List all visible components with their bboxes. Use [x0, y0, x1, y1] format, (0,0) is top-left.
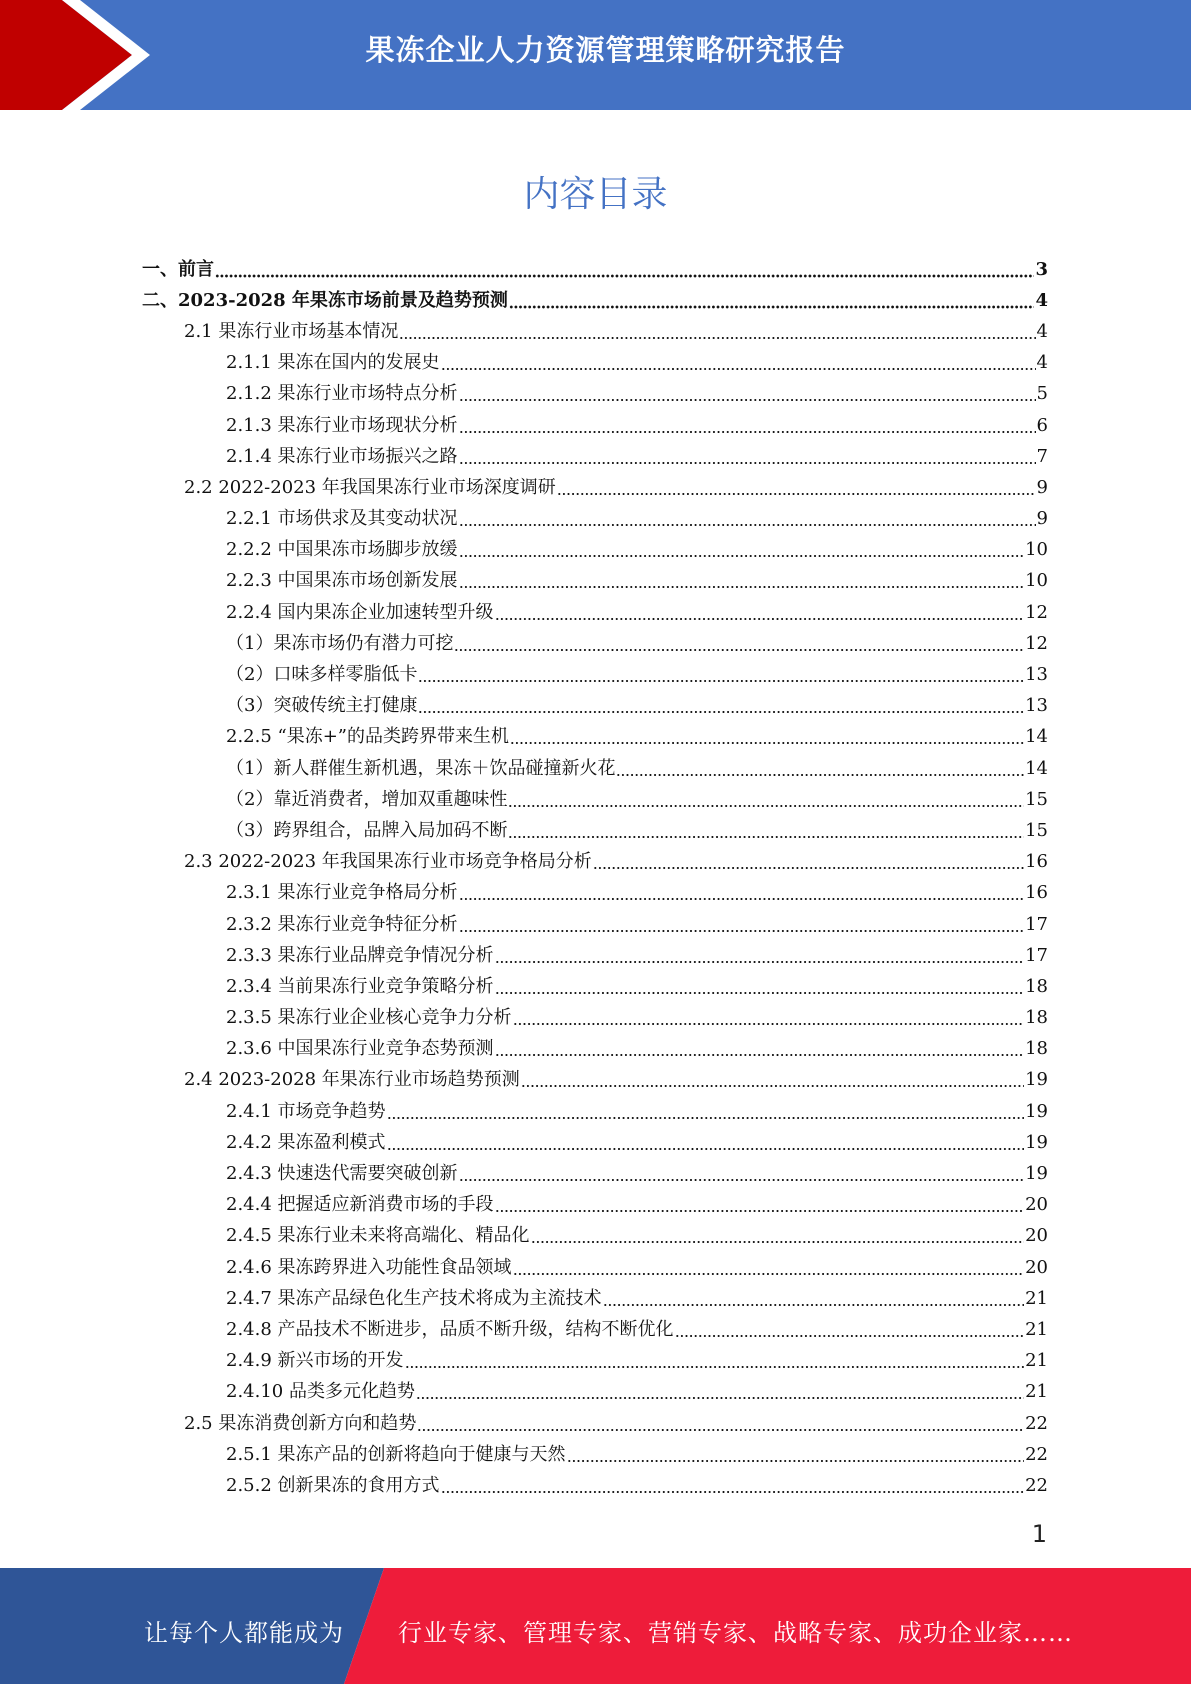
toc-entry[interactable]: [142, 1283, 1048, 1314]
toc-entry-label: 2.5.2 创新果冻的食用方式: [226, 1474, 440, 1496]
toc-entry-label: 2.3.2 果冻行业竞争特征分析: [226, 913, 458, 935]
toc-entry-page: 15: [1025, 788, 1048, 810]
toc-entry-label: 2.3.6 中国果冻行业竞争态势预测: [226, 1038, 494, 1060]
toc-entry[interactable]: [142, 285, 1048, 316]
toc-entry-page: 5: [1036, 383, 1048, 405]
toc-entry-page: 18: [1025, 975, 1048, 997]
toc-entry-page: 19: [1025, 1163, 1048, 1185]
toc-entry[interactable]: [142, 909, 1048, 940]
toc-dot-leader: [509, 305, 1035, 309]
toc-entry-label: 2.1.3 果冻行业市场现状分析: [226, 414, 458, 436]
toc-dot-leader: [418, 710, 1024, 714]
toc-dot-leader: [521, 1084, 1024, 1088]
toc-dot-leader: [495, 960, 1025, 964]
toc-entry-label: 2.4.4 把握适应新消费市场的手段: [226, 1194, 494, 1216]
toc-entry-page: 17: [1025, 913, 1048, 935]
toc-entry-page: 4: [1036, 352, 1048, 374]
toc-dot-leader: [418, 679, 1024, 683]
toc-entry-page: 20: [1025, 1225, 1048, 1247]
toc-entry-label: 一、前言: [142, 258, 214, 280]
toc-entry[interactable]: [142, 1065, 1048, 1096]
toc-entry-page: 21: [1025, 1381, 1048, 1403]
toc-entry[interactable]: [142, 535, 1048, 566]
toc-entry-label: （2）口味多样零脂低卡: [226, 664, 418, 686]
toc-entry-page: 20: [1025, 1194, 1048, 1216]
toc-dot-leader: [459, 398, 1036, 402]
toc-entry-page: 15: [1025, 819, 1048, 841]
toc-entry-page: 21: [1025, 1318, 1048, 1340]
toc-entry-label: 2.2.5 “果冻+”的品类跨界带来生机: [226, 726, 510, 748]
toc-dot-leader: [416, 1396, 1024, 1400]
toc-dot-leader: [495, 1209, 1025, 1213]
toc-dot-leader: [459, 585, 1025, 589]
toc-entry[interactable]: [142, 1314, 1048, 1345]
toc-entry-label: 2.5.1 果冻产品的创新将趋向于健康与天然: [226, 1443, 566, 1465]
toc-dot-leader: [510, 741, 1024, 745]
toc-entry[interactable]: [142, 1158, 1048, 1189]
toc-dot-leader: [495, 991, 1025, 995]
toc-entry[interactable]: [142, 1190, 1048, 1221]
page-number: 1: [1031, 1520, 1047, 1548]
toc-entry-label: 2.2.3 中国果冻市场创新发展: [226, 570, 458, 592]
toc-entry-label: 2.1.1 果冻在国内的发展史: [226, 352, 440, 374]
toc-dot-leader: [459, 897, 1025, 901]
toc-entry[interactable]: [142, 1346, 1048, 1377]
toc-entry-label: 2.2.4 国内果冻企业加速转型升级: [226, 601, 494, 623]
toc-entry-page: 10: [1025, 570, 1048, 592]
toc-entry-label: 2.4.2 果冻盈利模式: [226, 1131, 386, 1153]
toc-dot-leader: [567, 1459, 1025, 1463]
toc-dot-leader: [441, 367, 1036, 371]
toc-entry-page: 12: [1025, 601, 1048, 623]
toc-entry-page: 6: [1036, 414, 1048, 436]
toc-entry-label: 2.2 2022-2023 年我国果冻行业市场深度调研: [184, 476, 556, 498]
toc-entry-label: 2.4.5 果冻行业未来将高端化、精品化: [226, 1225, 530, 1247]
toc-dot-leader: [603, 1303, 1025, 1307]
toc-entry[interactable]: [142, 971, 1048, 1002]
toc-entry-page: 22: [1025, 1443, 1048, 1465]
toc-entry-page: 17: [1025, 944, 1048, 966]
toc-entry[interactable]: [142, 1221, 1048, 1252]
toc-entry[interactable]: [142, 722, 1048, 753]
toc-entry-label: 2.3.3 果冻行业品牌竞争情况分析: [226, 944, 494, 966]
toc-entry-label: （3）跨界组合，品牌入局加码不断: [226, 819, 508, 841]
toc-entry-label: 2.4.6 果冻跨界进入功能性食品领域: [226, 1256, 512, 1278]
toc-entry-label: 2.4.3 快速迭代需要突破创新: [226, 1163, 458, 1185]
toc-entry[interactable]: [142, 410, 1048, 441]
toc-entry[interactable]: [142, 379, 1048, 410]
toc-dot-leader: [459, 929, 1025, 933]
toc-dot-leader: [616, 773, 1024, 777]
toc-entry-label: （1）新人群催生新机遇，果冻＋饮品碰撞新火花: [226, 757, 616, 779]
toc-entry[interactable]: [142, 940, 1048, 971]
toc-dot-leader: [531, 1240, 1025, 1244]
toc-entry[interactable]: [142, 348, 1048, 379]
footer-slogan-right: 行业专家、管理专家、营销专家、战略专家、成功企业家……: [398, 1619, 1073, 1647]
toc-entry[interactable]: [142, 691, 1048, 722]
toc-dot-leader: [387, 1147, 1025, 1151]
toc-entry-page: 22: [1025, 1474, 1048, 1496]
toc-entry[interactable]: [142, 753, 1048, 784]
toc-entry[interactable]: [142, 1408, 1048, 1439]
toc-entry-page: 20: [1025, 1256, 1048, 1278]
toc-dot-leader: [215, 274, 1034, 278]
toc-entry-label: （3）突破传统主打健康: [226, 695, 418, 717]
toc-entry-label: 2.2.1 市场供求及其变动状况: [226, 508, 458, 530]
toc-entry[interactable]: [142, 1096, 1048, 1127]
toc-entry-page: 18: [1025, 1038, 1048, 1060]
toc-entry-page: 12: [1025, 632, 1048, 654]
toc-entry-label: （2）靠近消费者，增加双重趣味性: [226, 788, 508, 810]
table-of-contents: [142, 254, 1048, 1502]
toc-dot-leader: [513, 1022, 1025, 1026]
toc-entry[interactable]: [142, 1252, 1048, 1283]
toc-dot-leader: [454, 648, 1024, 652]
toc-entry-page: 19: [1025, 1100, 1048, 1122]
toc-entry-label: 2.4 2023-2028 年果冻行业市场趋势预测: [184, 1069, 520, 1091]
toc-entry-label: 2.4.8 产品技术不断进步，品质不断升级，结构不断优化: [226, 1318, 674, 1340]
toc-entry[interactable]: [142, 815, 1048, 846]
toc-entry-label: 2.3.5 果冻行业企业核心竞争力分析: [226, 1007, 512, 1029]
toc-dot-leader: [459, 554, 1025, 558]
toc-entry-page: 16: [1025, 882, 1048, 904]
toc-entry-page: 4: [1036, 320, 1048, 342]
toc-entry[interactable]: [142, 1439, 1048, 1470]
toc-entry-page: 14: [1025, 726, 1048, 748]
toc-dot-leader: [459, 461, 1036, 465]
toc-entry[interactable]: [142, 1034, 1048, 1065]
toc-entry[interactable]: [142, 472, 1048, 503]
toc-entry-page: 14: [1025, 757, 1048, 779]
toc-entry[interactable]: [142, 597, 1048, 628]
toc-dot-leader: [387, 1116, 1025, 1120]
toc-entry[interactable]: [142, 316, 1048, 347]
toc-dot-leader: [417, 1428, 1024, 1432]
toc-entry-page: 4: [1035, 289, 1048, 311]
toc-entry-label: 2.4.1 市场竞争趋势: [226, 1100, 386, 1122]
toc-entry-label: 2.5 果冻消费创新方向和趋势: [184, 1412, 417, 1434]
toc-entry[interactable]: [142, 254, 1048, 285]
toc-heading: 内容目录: [523, 174, 668, 215]
toc-entry-label: 2.4.7 果冻产品绿色化生产技术将成为主流技术: [226, 1287, 602, 1309]
toc-entry-page: 16: [1025, 851, 1048, 873]
toc-entry-label: 2.3 2022-2023 年我国果冻行业市场竞争格局分析: [184, 851, 592, 873]
toc-entry[interactable]: [142, 441, 1048, 472]
toc-entry-page: 21: [1025, 1287, 1048, 1309]
toc-dot-leader: [459, 523, 1036, 527]
toc-entry-page: 21: [1025, 1350, 1048, 1372]
report-title: 果冻企业人力资源管理策略研究报告: [365, 33, 846, 67]
toc-entry-label: （1）果冻市场仍有潜力可挖: [226, 632, 454, 654]
toc-entry-page: 9: [1036, 476, 1048, 498]
toc-entry[interactable]: [142, 1127, 1048, 1158]
toc-entry-page: 22: [1025, 1412, 1048, 1434]
toc-dot-leader: [459, 1178, 1025, 1182]
toc-entry[interactable]: [142, 847, 1048, 878]
toc-dot-leader: [508, 804, 1024, 808]
toc-entry-page: 19: [1025, 1131, 1048, 1153]
toc-dot-leader: [441, 1490, 1025, 1494]
toc-dot-leader: [513, 1272, 1025, 1276]
toc-dot-leader: [405, 1365, 1025, 1369]
page-footer: [0, 1568, 1191, 1684]
page-header: [0, 0, 1191, 110]
toc-entry-page: 13: [1025, 695, 1048, 717]
toc-entry[interactable]: [142, 784, 1048, 815]
toc-entry[interactable]: [142, 628, 1048, 659]
toc-entry[interactable]: [142, 504, 1048, 535]
toc-dot-leader: [459, 430, 1036, 434]
toc-entry[interactable]: [142, 1377, 1048, 1408]
toc-dot-leader: [399, 336, 1035, 340]
toc-entry[interactable]: [142, 659, 1048, 690]
toc-entry-label: 2.4.10 品类多元化趋势: [226, 1381, 415, 1403]
toc-entry[interactable]: [142, 1003, 1048, 1034]
toc-dot-leader: [495, 1053, 1025, 1057]
toc-entry-label: 2.4.9 新兴市场的开发: [226, 1350, 404, 1372]
toc-entry-page: 3: [1035, 258, 1048, 280]
toc-entry-page: 19: [1025, 1069, 1048, 1091]
toc-entry-label: 2.3.1 果冻行业竞争格局分析: [226, 882, 458, 904]
toc-entry-label: 2.2.2 中国果冻市场脚步放缓: [226, 539, 458, 561]
toc-dot-leader: [675, 1334, 1025, 1338]
toc-entry[interactable]: [142, 878, 1048, 909]
toc-entry[interactable]: [142, 1470, 1048, 1501]
toc-entry-label: 二、2023-2028 年果冻市场前景及趋势预测: [142, 289, 508, 311]
toc-dot-leader: [593, 866, 1024, 870]
toc-entry-label: 2.1.2 果冻行业市场特点分析: [226, 383, 458, 405]
toc-entry-label: 2.3.4 当前果冻行业竞争策略分析: [226, 975, 494, 997]
footer-slogan-left: 让每个人都能成为: [144, 1619, 344, 1647]
toc-dot-leader: [508, 835, 1024, 839]
toc-entry-label: 2.1.4 果冻行业市场振兴之路: [226, 445, 458, 467]
toc-dot-leader: [557, 492, 1036, 496]
toc-entry-page: 7: [1036, 445, 1048, 467]
toc-entry-page: 9: [1036, 508, 1048, 530]
toc-entry-page: 10: [1025, 539, 1048, 561]
toc-entry[interactable]: [142, 566, 1048, 597]
toc-entry-label: 2.1 果冻行业市场基本情况: [184, 320, 399, 342]
toc-entry-page: 18: [1025, 1007, 1048, 1029]
toc-entry-page: 13: [1025, 664, 1048, 686]
toc-dot-leader: [495, 617, 1025, 621]
